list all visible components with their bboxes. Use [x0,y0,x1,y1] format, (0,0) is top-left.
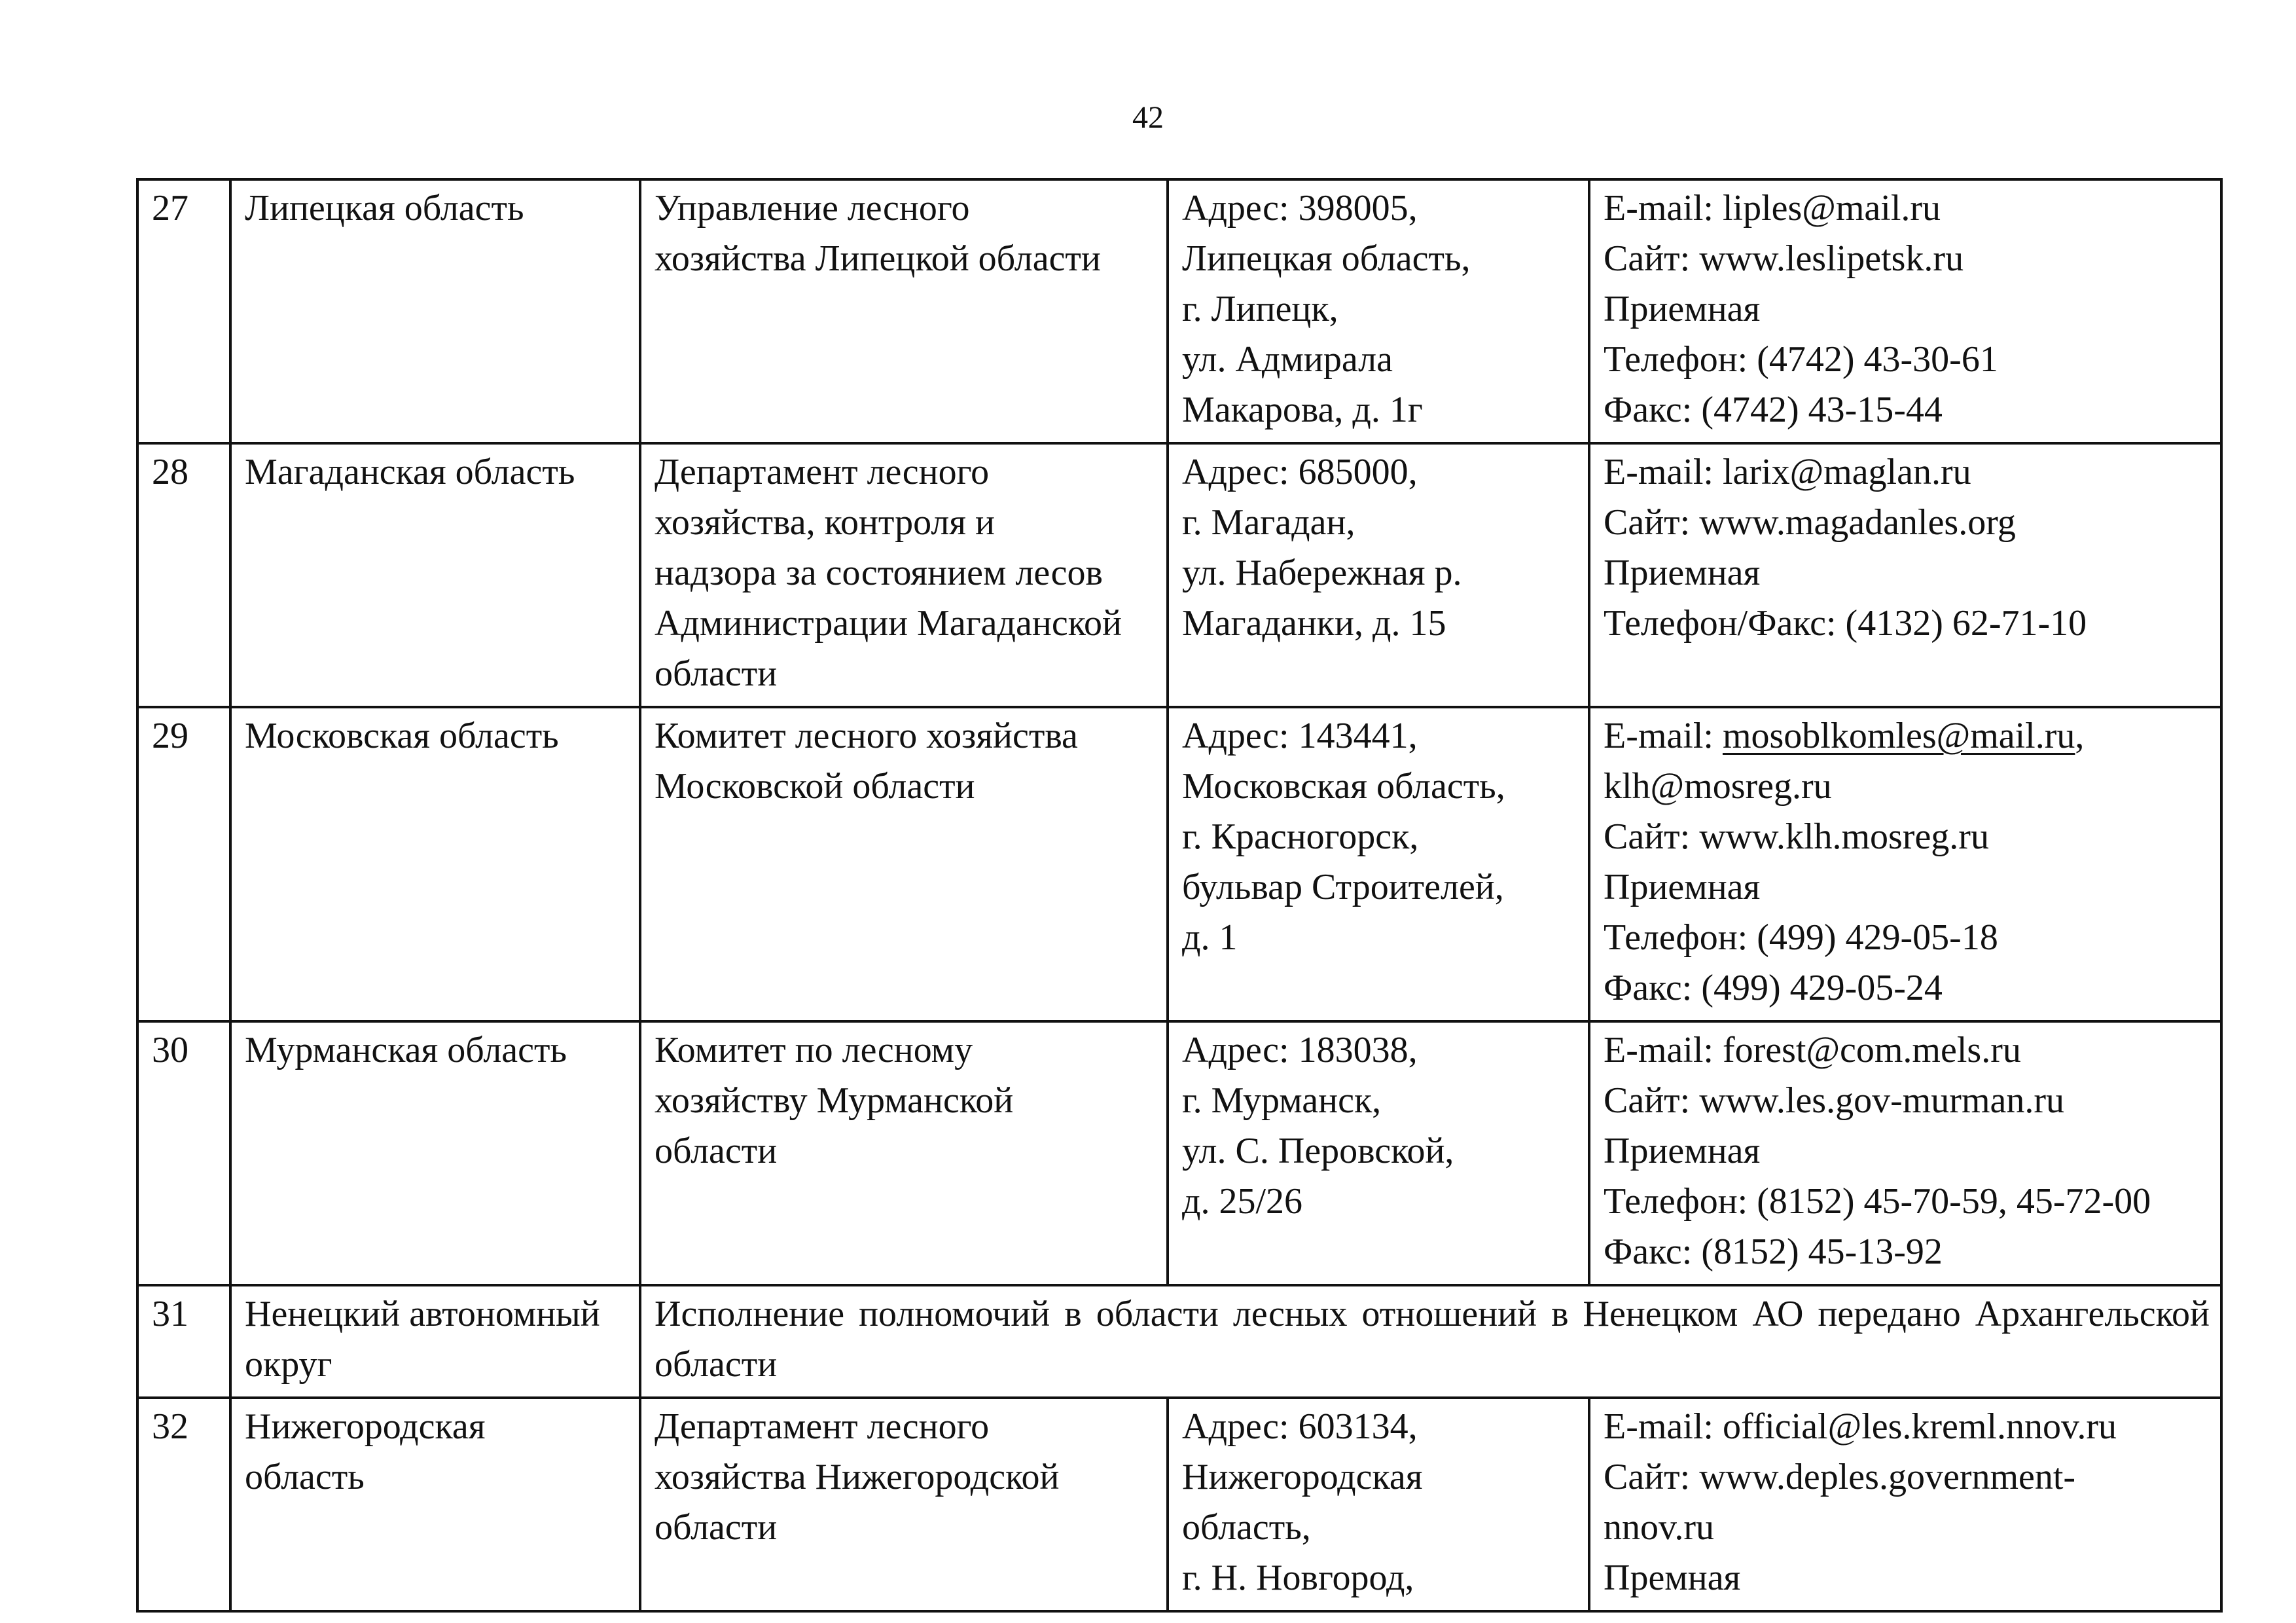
contact-email: E-mail: forest@com.mels.ru [1604,1030,2021,1070]
contact-phone: Телефон: (8152) 45-70-59, 45-72-00 [1604,1181,2151,1222]
table-row [137,707,2221,1021]
contact-reception: Премная [1604,1558,1741,1598]
authority-line: хозяйства, контроля и [655,502,996,543]
authority-line: Московской области [655,766,975,807]
contact-email: E-mail: liples@mail.ru [1604,188,1941,228]
contacts-cell [1589,443,2221,707]
delegation-note-cell: Исполнение полномочий в области лесных отношений в Ненецком АО передано Архангельской области [640,1285,2221,1398]
region-line: округ [245,1344,332,1385]
contact-reception: Приемная [1604,553,1761,593]
row-number: 29 [137,707,230,1021]
table-row [137,1285,2221,1398]
contact-fax: Факс: (4742) 43-15-44 [1604,390,1943,430]
address-line: ул. Набережная р. [1182,553,1462,593]
authority-line: хозяйства Липецкой области [655,238,1101,279]
authority-line: Администрации Магаданской [655,603,1122,644]
address-cell [1168,707,1589,1021]
row-number: 30 [137,1021,230,1285]
forestry-authorities-table [136,178,2223,1613]
region-cell [230,707,640,1021]
address-line: г. Магадан, [1182,502,1355,543]
contact-phone-fax: Телефон/Факс: (4132) 62-71-10 [1604,603,2087,644]
authority-cell [640,1021,1168,1285]
contacts-cell [1589,1021,2221,1285]
row-number: 31 [137,1285,230,1398]
contact-email-secondary: klh@mosreg.ru [1604,766,1832,807]
email-prefix: E-mail: [1604,716,1723,756]
table-row [137,1398,2221,1611]
authority-line: хозяйства Нижегородской [655,1457,1060,1497]
address-line: д. 1 [1182,917,1238,958]
address-line: Нижегородская [1182,1457,1423,1497]
row-number: 32 [137,1398,230,1611]
row-number: 27 [137,179,230,443]
authority-line: области [655,1507,778,1548]
authority-cell [640,707,1168,1021]
address-line: д. 25/26 [1182,1181,1303,1222]
address-cell [1168,443,1589,707]
address-line: бульвар Строителей, [1182,867,1504,907]
region-cell [230,1285,640,1398]
contacts-cell [1589,179,2221,443]
page-number: 42 [1132,100,1164,135]
table-row [137,443,2221,707]
address-line: Липецкая область, [1182,238,1471,279]
address-line: г. Н. Новгород, [1182,1558,1414,1598]
authority-line: Департамент лесного [655,452,990,492]
address-cell [1168,1398,1589,1611]
table-row [137,1021,2221,1285]
region-line: Ненецкий автономный [245,1294,600,1334]
region-line: Липецкая область [245,188,524,228]
authority-cell [640,443,1168,707]
address-line: ул. С. Перовской, [1182,1131,1454,1171]
email-link[interactable]: mosoblkomles@mail.ru [1722,716,2075,756]
region-line: Магаданская область [245,452,575,492]
address-line: Макарова, д. 1г [1182,390,1423,430]
authority-line: области [655,1131,778,1171]
address-line: область, [1182,1507,1311,1548]
address-cell [1168,179,1589,443]
address-line: г. Липецк, [1182,289,1338,329]
address-line: Адрес: 398005, [1182,188,1418,228]
contact-website: Сайт: www.deples.government- [1604,1457,2076,1497]
table-row [137,179,2221,443]
address-line: ул. Адмирала [1182,339,1393,380]
contact-website: Сайт: www.leslipetsk.ru [1604,238,1964,279]
contact-fax: Факс: (8152) 45-13-92 [1604,1231,1943,1272]
address-line: Адрес: 183038, [1182,1030,1418,1070]
authority-line: Департамент лесного [655,1406,990,1447]
contact-website-cont: nnov.ru [1604,1507,1715,1548]
region-line: область [245,1457,365,1497]
authority-cell [640,1398,1168,1611]
region-cell [230,443,640,707]
authority-line: надзора за состоянием лесов [655,553,1103,593]
region-cell [230,1021,640,1285]
email-separator: , [2075,716,2085,756]
contact-website: Сайт: www.magadanles.org [1604,502,2016,543]
region-line: Московская область [245,716,559,756]
contact-phone: Телефон: (499) 429-05-18 [1604,917,1998,958]
authority-line: Комитет лесного хозяйства [655,716,1078,756]
authority-line: Комитет по лесному [655,1030,973,1070]
contact-reception: Приемная [1604,1131,1761,1171]
region-cell [230,179,640,443]
region-line: Мурманская область [245,1030,567,1070]
contact-reception: Приемная [1604,867,1761,907]
contact-fax: Факс: (499) 429-05-24 [1604,968,1943,1008]
address-line: Магаданки, д. 15 [1182,603,1446,644]
contact-email [1604,711,2210,761]
contacts-cell [1589,1398,2221,1611]
authority-line: области [655,653,778,694]
contacts-cell [1589,707,2221,1021]
contact-reception: Приемная [1604,289,1761,329]
address-line: Московская область, [1182,766,1505,807]
authority-line: Управление лесного [655,188,970,228]
contact-phone: Телефон: (4742) 43-30-61 [1604,339,1998,380]
contact-email: E-mail: official@les.kreml.nnov.ru [1604,1406,2117,1447]
row-number: 28 [137,443,230,707]
authority-cell [640,179,1168,443]
address-line: Адрес: 143441, [1182,716,1418,756]
authority-line: хозяйству Мурманской [655,1080,1014,1121]
address-line: Адрес: 685000, [1182,452,1418,492]
address-line: г. Красногорск, [1182,816,1419,857]
address-line: г. Мурманск, [1182,1080,1382,1121]
address-line: Адрес: 603134, [1182,1406,1418,1447]
contact-website: Сайт: www.klh.mosreg.ru [1604,816,1989,857]
region-cell [230,1398,640,1611]
contact-email: E-mail: larix@maglan.ru [1604,452,1971,492]
region-line: Нижегородская [245,1406,486,1447]
contact-website: Сайт: www.les.gov-murman.ru [1604,1080,2065,1121]
address-cell [1168,1021,1589,1285]
